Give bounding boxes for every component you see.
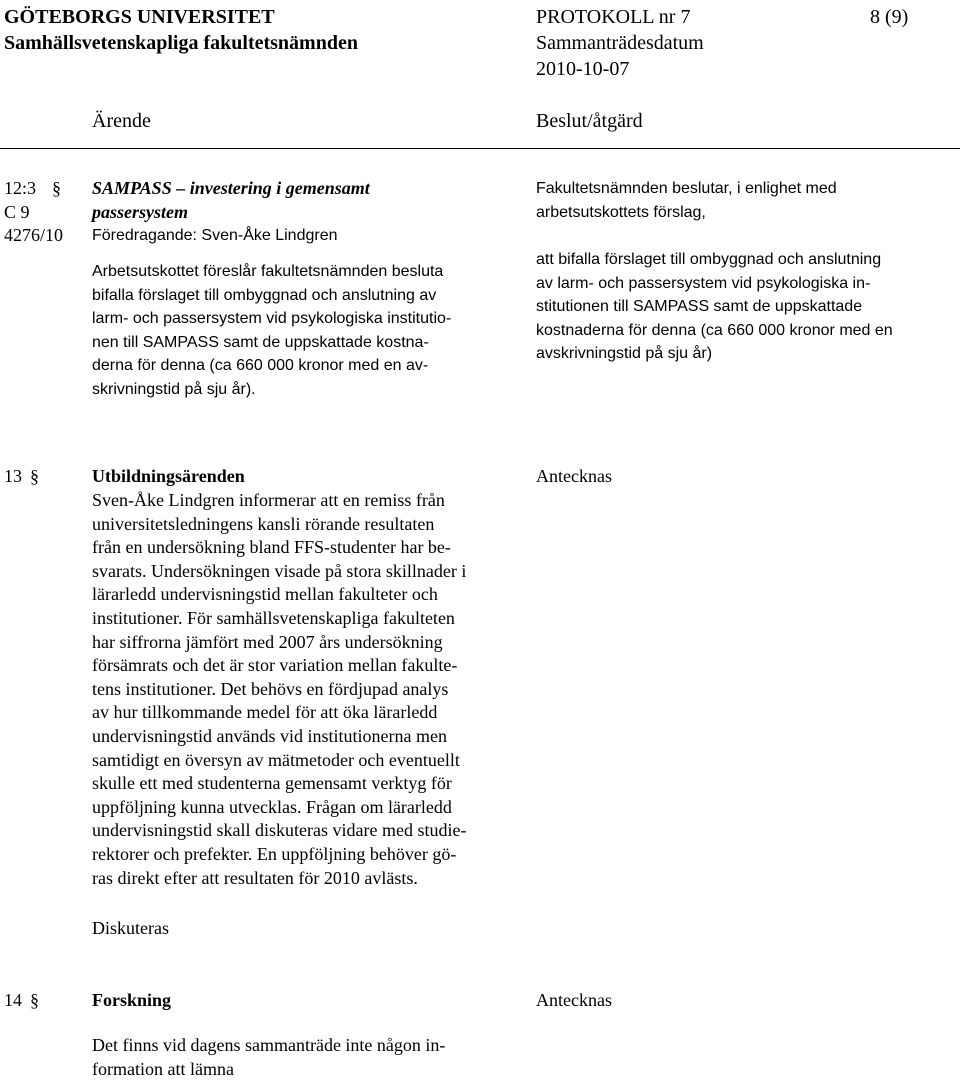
item-code: C 9 [4, 202, 30, 222]
item-title: SAMPASS – investering i gemensamt passersystem [92, 178, 370, 222]
item-body: Arbetsutskottet föreslår fakultetsnämnden besluta bifalla förslaget till ombyggnad och anslutning av larm- och passersystem vid psykologiska institutio- nen till SAMPASS samt de uppskattade kostna- derna för denna (ca 660 000 kronor med en av- skrivningstid på sju år). [92, 263, 452, 398]
header-divider [0, 148, 960, 149]
item-number: 13 [4, 466, 22, 486]
item-number: 14 [4, 990, 22, 1010]
item-title: Utbildningsärenden [92, 466, 245, 486]
section-sign-icon: § [52, 178, 61, 198]
decision-text: att bifalla förslaget till ombyggnad och anslutning av larm- och passersystem vid psykologiska in- stitutionen till SAMPASS samt de uppskattade kostnaderna för denna (ca 660 000 kronor med en avskrivningstid på sju år) [536, 251, 893, 363]
item-body: Sven-Åke Lindgren informerar att en remiss från universitetsledningens kansli rörande resultaten från en undersökning bland FFS-studenter har be- svarats. Undersökningen visade på stora skillnader i lärarledd undervisningstid mellan fakulteter och institutioner. För samhällsvetenskapliga fakulteten har siffrorna jämfört med 2007 års undersökning försämrats och det är stor variation mellan fakulte- tens institutioner. Det behövs en fördjupad analys av hur tillkommande medel för att öka lärarledd undervisningstid används vid institutionerna men samtidigt en översyn av mätmetoder och eventuellt skulle ett med studenterna gemensamt verktyg för uppföljning kunna utvecklas. Frågan om lärarledd undervisningstid skall diskuteras vidare med studie- rektorer och prefekter. En uppföljning behöver gö- ras direkt efter att resultaten för 2010 avlästs. [92, 490, 467, 888]
item-number: 12:3 [4, 178, 37, 198]
meeting-date-label: Sammanträdesdatum [536, 32, 704, 54]
page-number: 8 (9) [870, 6, 909, 28]
section-sign-icon: § [30, 466, 39, 486]
protocol-number: PROTOKOLL nr 7 [536, 6, 691, 28]
item-note: Diskuteras [92, 918, 169, 938]
column-heading-left: Ärende [92, 110, 151, 132]
item-presenter: Föredragande: Sven-Åke Lindgren [92, 227, 338, 244]
meeting-date: 2010-10-07 [536, 58, 630, 80]
university-name: GÖTEBORGS UNIVERSITET [4, 6, 275, 28]
section-sign-icon: § [30, 990, 39, 1010]
item-body: Det finns vid dagens sammanträde inte någon in- formation att lämna [92, 1035, 446, 1079]
column-heading-right: Beslut/åtgärd [536, 110, 643, 132]
board-name: Samhällsvetenskapliga fakultetsnämnden [4, 32, 358, 54]
item-decision: Antecknas [536, 990, 612, 1010]
item-title: Forskning [92, 990, 172, 1010]
item-decision: Antecknas [536, 466, 612, 486]
item-dnr: 4276/10 [4, 225, 64, 245]
decision-intro: Fakultetsnämnden beslutar, i enlighet med arbetsutskottets förslag, [536, 180, 837, 221]
